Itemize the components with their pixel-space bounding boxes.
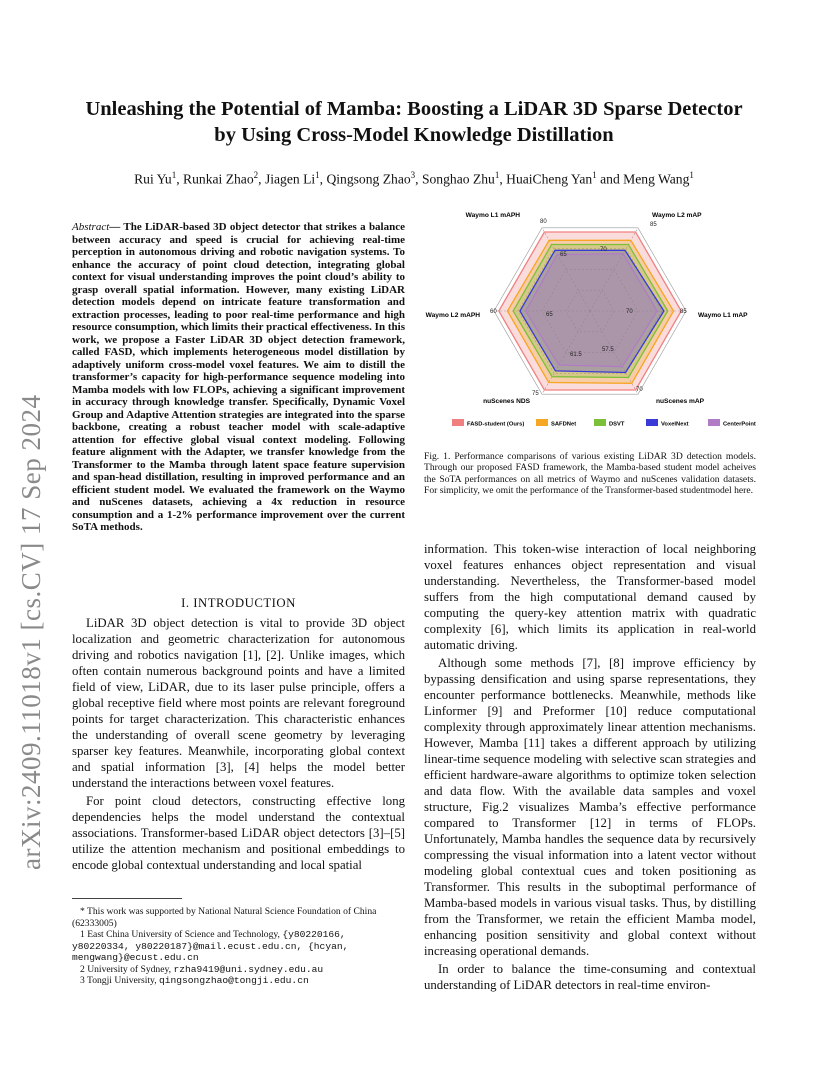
radar-axis-label: Waymo L2 mAPH [425,312,480,319]
radar-ring-label: 65 [560,252,567,258]
radar-chart [424,205,756,445]
intro-body [72,615,405,875]
radar-ring-label: 61.5 [570,352,582,358]
footnote-1-emails[interactable]: {y80220166, y80220334, y80220187}@mail.ecust.edu.cn, {hcyan, mengwang}@ecust.edu.cn [72,929,349,963]
legend-label: DSVT [609,421,625,428]
footnote-rule [72,898,182,899]
legend-label: SAFDNet [551,421,577,428]
legend-swatch [646,419,658,426]
legend-swatch [452,419,464,426]
legend-swatch [594,419,606,426]
section-heading: I. INTRODUCTION [181,596,296,610]
intro-paragraph-1: LiDAR 3D object detection is vital to provide 3D object localization and geometric characterization for autonomous driving and robotics navigation [1], [2]. Unlike images, which often contain numerous background points and have a limited field of view, LiDAR, due to its laser pulse principle, offers a global receptive field where most points are relevant foreground points for target characterization. This characteristic enhances the understanding of overall scene geometry by leveraging sparser key features. Meanwhile, incorporating global context and spatial information [3], [4] helps the model better understand the interactions between voxel features. [72,616,405,790]
radar-ring-label: 85 [680,309,687,315]
intro-paragraph-2: For point cloud detectors, constructing effective long dependencies helps the model understand the contextual associations. Transformer-based LiDAR object detectors [3]–[5] utilize the attention mechanism and positional embeddings to encode global contextual understanding and local spatial [72,794,405,872]
paper-title: Unleashing the Potential of Mamba: Boosting a LiDAR 3D Sparse Detector by Using Cross-Model Knowledge Distillation [85,98,743,146]
footnote-2-email[interactable]: rzha9419@uni.sydney.edu.au [173,963,324,975]
legend-swatch [708,419,720,426]
radar-axis-label: Waymo L2 mAP [652,212,702,219]
footnote-funding: * This work was supported by National Natural Science Foundation of China (62333005) [72,906,377,929]
arxiv-side-stamp: arXiv:2409.11018v1 [cs.CV] 17 Sep 2024 [16,394,46,870]
footnotes [72,906,405,987]
radar-ring-label: 70 [600,247,607,253]
right-paragraph-3: In order to balance the time-consuming and contextual understanding of LiDAR detectors in real-time environ- [424,962,756,992]
radar-ring-label: 70 [626,309,633,315]
radar-axis-label: Waymo L1 mAP [698,312,748,319]
author-list: Rui Yu$^1$, Runkai Zhao$^2$, Jiagen Li$^1$, Qingsong Zhao$^3$, Songhao Zhu$^1$, HuaiCheng Yan$^1$ and Meng Wang$^1$ [134,170,694,187]
radar-ring-label: 75 [532,391,539,397]
legend-label: FASD-student (Ours) [467,421,525,428]
radar-ring-label: 60 [490,309,497,315]
radar-ring-label: 57.5 [602,347,614,353]
radar-ring-label: 80 [540,219,547,225]
radar-ring-label: 70 [636,387,643,393]
footnote-1-affiliation: 1 East China University of Science and Technology, [80,929,283,940]
abstract-lead: Abstract [72,221,110,233]
footnote-1 [72,929,405,964]
footnote-3 [72,975,405,987]
right-paragraph-1: information. This token-wise interaction of local neighboring voxel features enhances object representation and visual understanding. Nevertheless, the Transformer-based model suffers from the high computational demand caused by computing the query-key attention matrix with quadratic complexity [6], which limits its application in real-world automatic driving. [424,542,756,652]
legend-swatch [536,419,548,426]
radar-ring-label: 65 [546,312,553,318]
footnote-2-affiliation: 2 University of Sydney, [80,963,174,975]
abstract [72,221,405,534]
abstract-text: — The LiDAR-based 3D object detector that strikes a balance between accuracy and speed is crucial for achieving real-time perception in autonomous driving and robotic navigation systems. To enhance the accuracy of point cloud detection, integrating global context for visual understanding improves the point cloud’s ability to grasp overall spatial information. However, many existing LiDAR detection models depend on intricate feature transformation and extraction processes, leading to poor real-time performance and high resource consumption, which limits their practical effectiveness. In this work, we propose a Faster LiDAR 3D object detection framework, called FASD, which implements heterogeneous model distillation by adaptively uniform cross-model voxel features. We aim to distill the transformer’s capacity for high-performance sequence modeling into Mamba models with low FLOPs, achieving a significant improvement in accuracy through knowledge transfer. Specifically, Dynamic Voxel Group and Adaptive Attention strategies are integrated into the sparse backbone, creating a robust teacher model with scale-adaptive attention for effective global visual context modeling. Following feature alignment with the Adapter, we transfer knowledge from the Transformer to the Mamba through latent space feature supervision and span-head distillation, resulting in improved performance and an efficient student model. We evaluated the framework on the Waymo and nuScenes datasets, achieving a 4x reduction in resource consumption and a 1-2% performance improvement over the current SoTA methods. [72,221,405,533]
radar-axis-label: nuScenes mAP [656,398,705,405]
right-paragraph-2: Although some methods [7], [8] improve efficiency by bypassing densification and using sparse representations, they encounter performance bottlenecks. Meanwhile, methods like Linformer [9] and Preformer [10] reduce computational complexity through approximately linear attention mechanisms. However, Mamba [11] takes a different approach by utilizing linear-time sequence modeling with selective scan strategies and efficient hardware-aware algorithms to optimize token selection and data flow. With the available data samples and voxel structure, Fig.2 visualizes Mamba’s effective performance compared to Transformer [12] in terms of FLOPs. Unfortunately, Mamba handles the sequence data by recursively compressing the visual information into a latent vector without modeling global contextual cues and token positioning as Transformer. This results in the suboptimal performance of Mamba-based models in various visual tasks. Thus, by distilling from the Transformer, we retain the efficient Mamba model, enhancing position sensitivity and global context without increasing operational demands. [424,656,756,958]
legend-label: VoxelNext [661,421,689,428]
footnote-3-affiliation: 3 Tongji University, [80,975,160,986]
radar-axis-label: Waymo L1 mAPH [465,212,520,219]
footnote-3-email[interactable]: qingsongzhao@tongji.edu.cn [159,975,309,986]
right-column-body [424,541,756,995]
footnote-2 [72,964,405,976]
radar-ring-label: 85 [650,222,657,228]
legend-label: CenterPoint [723,421,756,428]
figure-caption: Fig. 1. Performance comparisons of various existing LiDAR 3D detection models. Through our proposed FASD framework, the Mamba-based student model acheives the SoTA performances on all metrics of Waymo and nuScenes validation datasets. For simplicity, we omit the performance of the Transformer-based studentmodel here. [424,451,756,497]
radar-axis-label: nuScenes NDS [483,398,530,405]
